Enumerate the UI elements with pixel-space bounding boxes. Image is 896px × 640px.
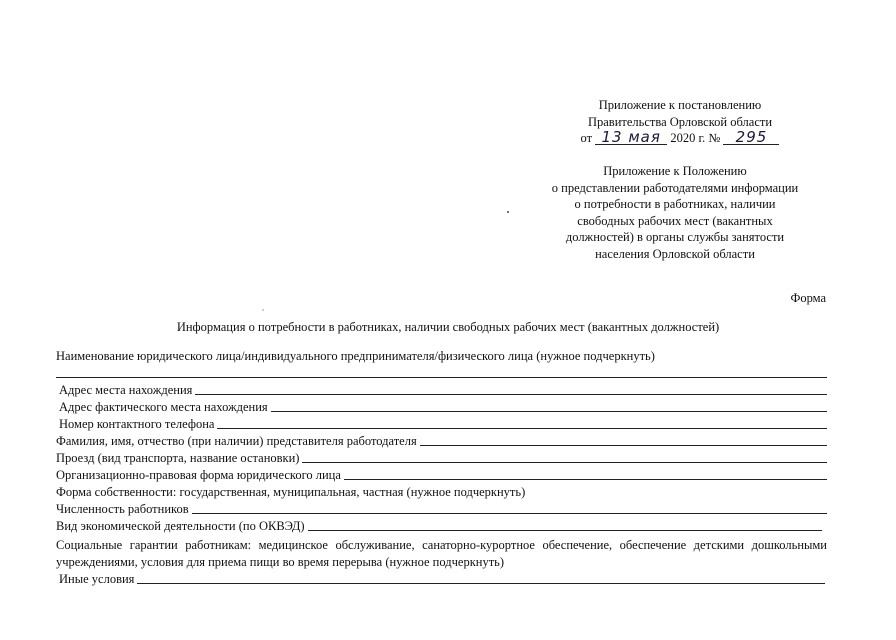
okved-field bbox=[56, 519, 822, 534]
fill-line bbox=[344, 478, 827, 480]
ownership-field bbox=[56, 485, 827, 500]
entity-name-fill-line bbox=[56, 377, 827, 378]
handwritten-date: 13 мая bbox=[595, 130, 667, 145]
regulation-appendix-line: о представлении работодателями информации bbox=[551, 180, 799, 195]
other-conditions-label: Иные условия bbox=[59, 572, 135, 586]
fill-line bbox=[271, 410, 827, 412]
phone-field bbox=[59, 417, 827, 432]
regulation-appendix-header bbox=[520, 163, 830, 262]
employees-field bbox=[56, 502, 827, 517]
scan-speck bbox=[507, 211, 509, 213]
regulation-appendix-line: о потребности в работниках, наличии bbox=[574, 197, 776, 211]
transport-field bbox=[56, 451, 827, 466]
representative-label: Фамилия, имя, отчество (при наличии) представителя работодателя bbox=[56, 434, 417, 448]
transport-label: Проезд (вид транспорта, название остановки) bbox=[56, 451, 300, 465]
scan-speck bbox=[262, 309, 264, 311]
document-title: Информация о потребности в работниках, наличии свободных рабочих мест (вакантных должностей) bbox=[176, 320, 720, 334]
actual-address-field bbox=[59, 400, 827, 415]
resolution-appendix-line: Правительства Орловской области bbox=[587, 114, 773, 129]
legal-form-label: Организационно-правовая форма юридического лица bbox=[56, 468, 341, 482]
regulation-appendix-line: свободных рабочих мест (вакантных bbox=[577, 213, 773, 228]
fill-line bbox=[420, 444, 827, 446]
fill-line bbox=[302, 461, 827, 463]
okved-label: Вид экономической деятельности (по ОКВЭД) bbox=[56, 519, 305, 533]
fill-line bbox=[192, 512, 827, 514]
resolution-appendix-header bbox=[530, 97, 830, 147]
actual-address-label: Адрес фактического места нахождения bbox=[59, 400, 268, 414]
fill-line bbox=[195, 393, 827, 395]
entity-name-label: Наименование юридического лица/индивидуального предпринимателя/физического лица (нужное подчеркнуть) bbox=[56, 349, 655, 363]
date-year: 2020 г. № bbox=[670, 131, 721, 145]
address-field bbox=[59, 383, 827, 398]
ownership-label: Форма собственности: государственная, муниципальная, частная (нужное подчеркнуть) bbox=[56, 485, 526, 499]
representative-field bbox=[56, 434, 827, 449]
date-prefix: от bbox=[580, 131, 593, 145]
handwritten-number: 295 bbox=[723, 130, 779, 145]
legal-form-field bbox=[56, 468, 827, 483]
fill-line bbox=[308, 529, 822, 531]
employees-label: Численность работников bbox=[56, 502, 189, 516]
form-label: Форма bbox=[790, 291, 826, 305]
regulation-appendix-line: должностей) в органы службы занятости bbox=[565, 230, 785, 244]
social-guarantees-text: Социальные гарантии работникам: медицинское обслуживание, санаторно-курортное обеспечение, обеспечение детскими дошкольными учреждениями, условия для приема пищи во время перерыва (нужное подчеркнуть) bbox=[56, 538, 827, 569]
other-conditions-field bbox=[59, 572, 825, 587]
address-label: Адрес места нахождения bbox=[59, 383, 193, 397]
fill-line bbox=[217, 427, 827, 429]
regulation-appendix-line: Приложение к Положению bbox=[603, 164, 747, 178]
resolution-appendix-line: Приложение к постановлению bbox=[598, 98, 762, 112]
phone-label: Номер контактного телефона bbox=[59, 417, 215, 431]
regulation-appendix-line: населения Орловской области bbox=[595, 246, 755, 261]
fill-line bbox=[137, 582, 825, 584]
resolution-date-line bbox=[530, 130, 830, 147]
